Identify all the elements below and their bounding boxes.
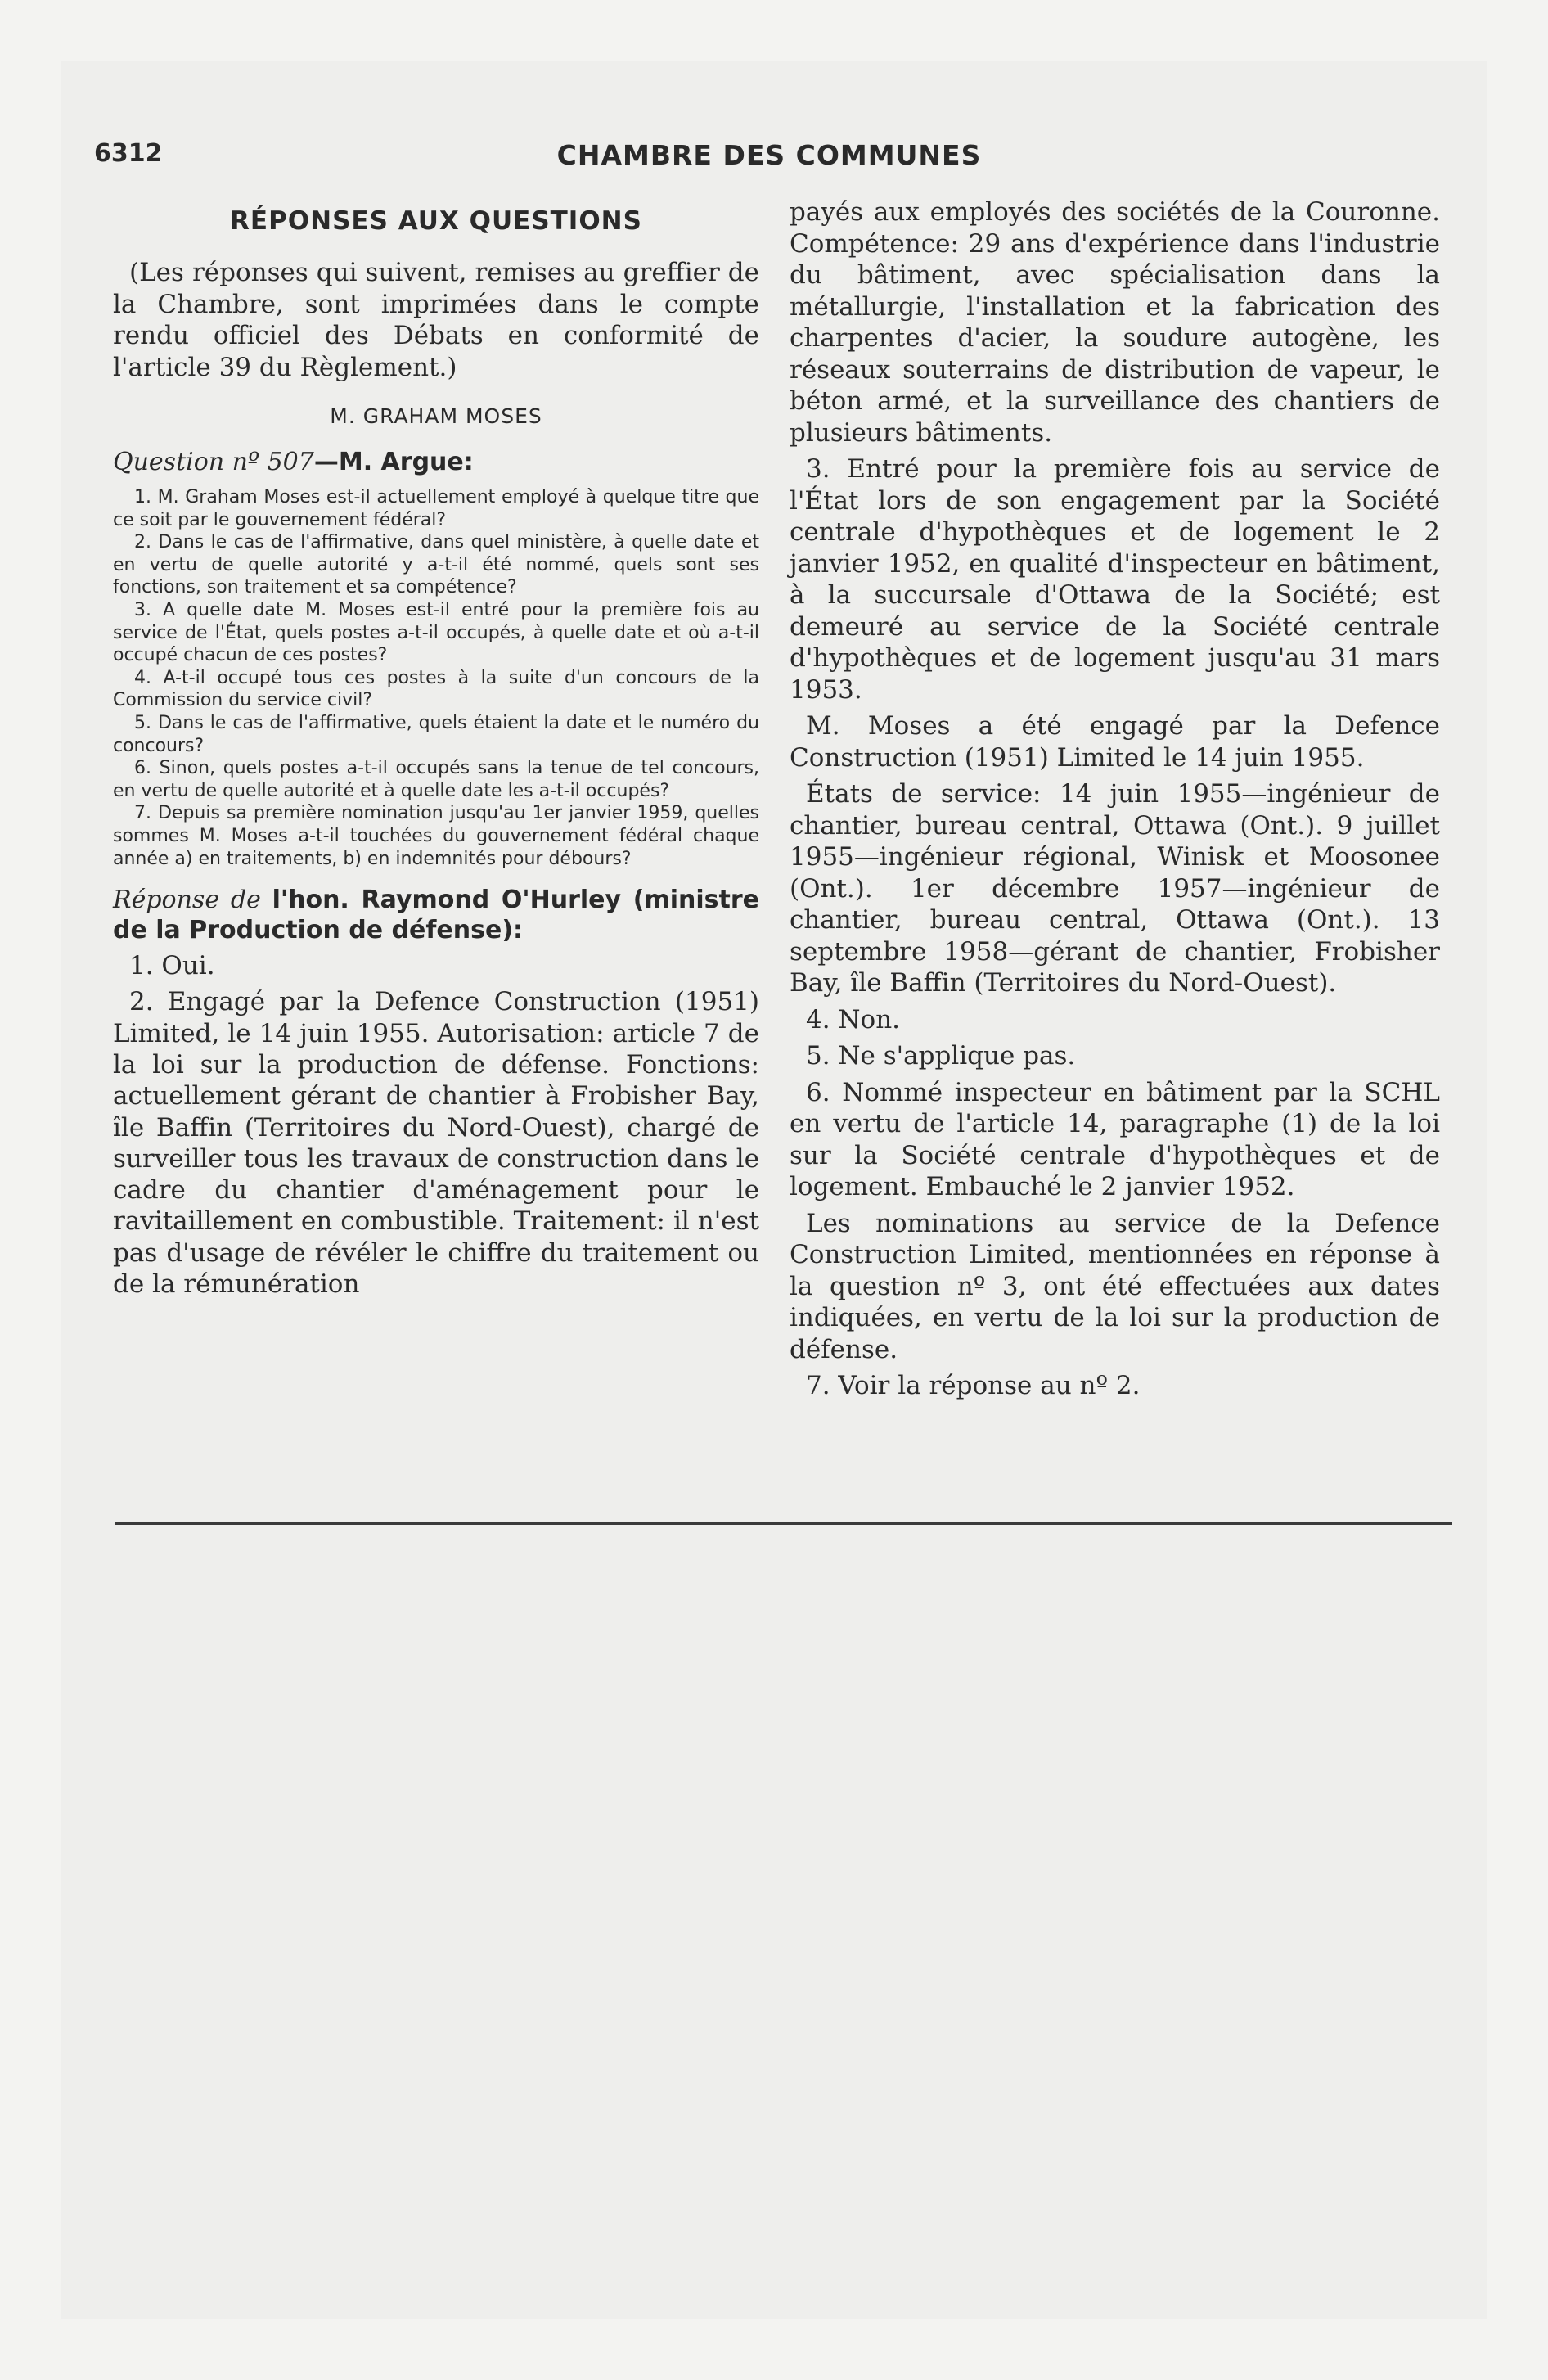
answer-1: 1. Oui. bbox=[129, 951, 215, 981]
question-heading bbox=[113, 448, 759, 476]
question-item: 6. Sinon, quels postes a-t-il occupés sans la tenue de tel concours, en vertu de quelle autorité et à quelle date les a-t-il occupés? bbox=[113, 758, 759, 801]
answer-2: 2. Engagé par la Defence Construction (1951) Limited, le 14 juin 1955. Autorisation: article 7 de la loi sur la production de défense. Fonctions: actuellement gérant de chantier à Frobisher Bay, île Baffin (Territoires du Nord-Ouest), chargé de surveiller tous les travaux de construction dans le cadre du chantier d'aménagement pour le ravitaillement en combustible. Traitement: il n'est pas d'usage de révéler le chiffre du traitement ou de la rémunération bbox=[113, 987, 759, 1300]
left-column bbox=[113, 196, 759, 1305]
answer-3: 3. Entré pour la première fois au service de l'État lors de son engagement par la Société centrale d'hypothèques et de logement le 2 janvier 1952, en qualité d'inspecteur en bâtiment, à la succursale d'Ottawa de la Société; est demeuré au service de la Société centrale d'hypothèques et de logement jusqu'au 31 mars 1953. bbox=[790, 454, 1440, 705]
intro-paragraph: (Les réponses qui suivent, remises au greffier de la Chambre, sont imprimées dans le compte rendu officiel des Débats en conformité de l'article 39 du Règlement.) bbox=[113, 258, 759, 382]
end-rule bbox=[115, 1522, 1452, 1525]
answer-5: 5. Ne s'applique pas. bbox=[806, 1041, 1076, 1071]
question-item: 4. A-t-il occupé tous ces postes à la suite d'un concours de la Commission du service civil? bbox=[113, 667, 759, 711]
question-item: 5. Dans le cas de l'affirmative, quels étaient la date et le numéro du concours? bbox=[113, 712, 759, 756]
section-title: RÉPONSES AUX QUESTIONS bbox=[230, 206, 642, 236]
etats-de-service: États de service: 14 juin 1955—ingénieur de chantier, bureau central, Ottawa (Ont.). 9 juillet 1955—ingénieur régional, Winisk et Moosonee (Ont.). 1er décembre 1957—ingénieur de chantier, bureau central, Ottawa (Ont.). 13 septembre 1958—gérant de chantier, Frobisher Bay, île Baffin (Territoires du Nord-Ouest). bbox=[790, 779, 1440, 998]
answer-heading bbox=[113, 885, 759, 945]
question-author: —M. Argue: bbox=[313, 448, 474, 476]
page-number: 6312 bbox=[94, 139, 163, 168]
answer-4: 4. Non. bbox=[806, 1004, 901, 1034]
question-item: 2. Dans le cas de l'affirmative, dans quel ministère, à quelle date et en vertu de quelle autorité y a-t-il été nommé, quels sont ses fonctions, son traitement et sa compétence? bbox=[113, 532, 759, 598]
subject-heading: M. GRAHAM MOSES bbox=[330, 404, 542, 428]
running-head: CHAMBRE DES COMMUNES bbox=[556, 139, 982, 171]
answer-label: Réponse de bbox=[113, 886, 261, 915]
answer-6: 6. Nommé inspecteur en bâtiment par la SCHL en vertu de l'article 14, paragraphe (1) de la loi sur la Société centrale d'hypothèques et de logement. Embauché le 2 janvier 1952. bbox=[790, 1077, 1440, 1201]
answer-2-continued: payés aux employés des sociétés de la Couronne. Compétence: 29 ans d'expérience dans l'industrie du bâtiment, avec spécialisation dans la métallurgie, l'installation et la fabrication des charpentes d'acier, la soudure autogène, les réseaux souterrains de distribution de vapeur, le béton armé, et la surveillance des chantiers de plusieurs bâtiments. bbox=[790, 197, 1440, 448]
right-column bbox=[790, 196, 1440, 1407]
page-header bbox=[94, 139, 1444, 180]
answer-author: l'hon. Raymond O'Hurley (ministre de la Production de défense): bbox=[113, 886, 759, 945]
question-item: 3. A quelle date M. Moses est-il entré pour la première fois au service de l'État, quels postes a-t-il occupés, à quelle date et où a-t-il occupé chacun de ces postes? bbox=[113, 599, 759, 666]
nominations-paragraph: Les nominations au service de la Defence Construction Limited, mentionnées en réponse à la question nº 3, ont été effectuées aux dates indiquées, en vertu de la loi sur la production de défense. bbox=[790, 1208, 1440, 1364]
question-item: 7. Depuis sa première nomination jusqu'au 1er janvier 1959, quelles sommes M. Moses a-t-il touchées du gouvernement fédéral chaque année a) en traitements, b) en indemnités pour débours? bbox=[113, 803, 759, 869]
question-label: Question nº 507 bbox=[113, 448, 314, 476]
moses-engagement: M. Moses a été engagé par la Defence Construction (1951) Limited le 14 juin 1955. bbox=[790, 711, 1440, 773]
question-item: 1. M. Graham Moses est-il actuellement employé à quelque titre que ce soit par le gouvernement fédéral? bbox=[113, 487, 759, 530]
answer-7: 7. Voir la réponse au nº 2. bbox=[806, 1371, 1141, 1400]
